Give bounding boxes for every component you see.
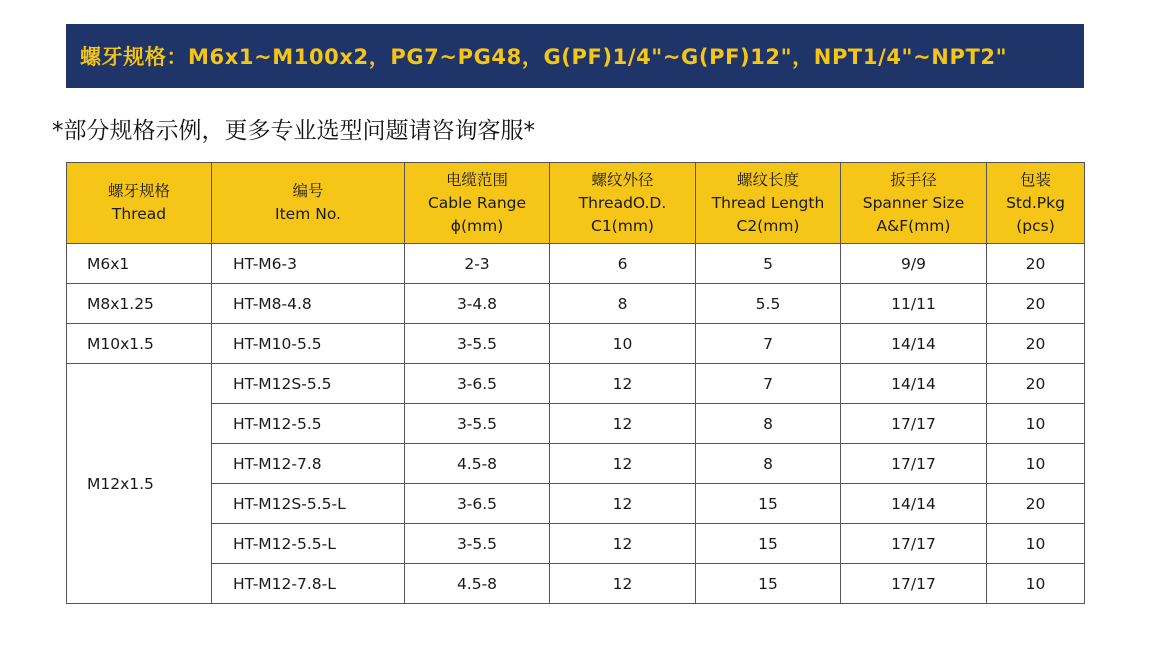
std-pkg-cell: 10 [987,524,1085,564]
header-line: Thread Length [711,193,825,212]
cable-range-cell: 4.5-8 [405,444,550,484]
header-line: 扳手径 [890,170,937,189]
std-pkg-cell: 10 [987,404,1085,444]
thread-length-cell: 7 [696,364,841,404]
item-no-cell: HT-M8-4.8 [212,284,405,324]
spanner-size-cell: 17/17 [841,524,987,564]
item-no-cell: HT-M12-5.5 [212,404,405,444]
header-line: C1(mm) [591,216,654,235]
thread-od-cell: 12 [550,564,696,604]
thread-length-cell: 5 [696,244,841,284]
thread-cell: M10x1.5 [67,324,212,364]
std-pkg-cell: 20 [987,244,1085,284]
table-row [67,524,1085,564]
item-no-cell: HT-M6-3 [212,244,405,284]
thread-od-cell: 12 [550,484,696,524]
thread-cell: M12x1.5 [67,364,212,604]
header-line: Spanner Size [862,193,965,212]
header-line: Std.Pkg [1006,193,1065,212]
table-row [67,484,1085,524]
header-line: ϕ(mm) [450,216,504,235]
spec-banner [66,24,1084,88]
banner-title: 螺牙规格：M6x1~M100x2，PG7~PG48，G(PF)1/4"~G(PF)12"，NPT1/4"~NPT2" [80,45,1008,69]
thread-length-cell: 8 [696,404,841,444]
table-row [67,324,1085,364]
header-line: 编号 [292,182,324,200]
header-line: Item No. [275,205,341,223]
spanner-size-cell: 14/14 [841,484,987,524]
thread-cell: M6x1 [67,244,212,284]
header-spanner-size [841,163,987,244]
header-line: 螺纹长度 [736,170,799,189]
table-row [67,284,1085,324]
thread-od-cell: 12 [550,524,696,564]
item-no-cell: HT-M10-5.5 [212,324,405,364]
std-pkg-cell: 20 [987,284,1085,324]
thread-od-cell: 8 [550,284,696,324]
cable-range-cell: 4.5-8 [405,564,550,604]
item-no-cell: HT-M12S-5.5-L [212,484,405,524]
header-line: (pcs) [1016,216,1055,235]
header-line: 螺牙规格 [107,182,170,200]
std-pkg-cell: 20 [987,484,1085,524]
item-no-cell: HT-M12-5.5-L [212,524,405,564]
header-line: 电缆范围 [445,170,508,189]
spanner-size-cell: 11/11 [841,284,987,324]
table-row [67,244,1085,284]
thread-od-cell: 6 [550,244,696,284]
header-line: Cable Range [427,193,527,212]
spanner-size-cell: 14/14 [841,364,987,404]
table-header-row [67,163,1085,244]
thread-od-cell: 12 [550,404,696,444]
spanner-size-cell: 17/17 [841,444,987,484]
thread-length-cell: 7 [696,324,841,364]
std-pkg-cell: 20 [987,324,1085,364]
std-pkg-cell: 10 [987,564,1085,604]
thread-length-cell: 5.5 [696,284,841,324]
spec-table [66,162,1085,604]
std-pkg-cell: 10 [987,444,1085,484]
header-cable-range [405,163,550,244]
cable-range-cell: 3-5.5 [405,324,550,364]
table-row [67,404,1085,444]
cable-range-cell: 3-5.5 [405,404,550,444]
header-thread-od [550,163,696,244]
thread-length-cell: 15 [696,484,841,524]
spanner-size-cell: 14/14 [841,324,987,364]
item-no-cell: HT-M12-7.8 [212,444,405,484]
cable-range-cell: 2-3 [405,244,550,284]
thread-od-cell: 12 [550,444,696,484]
thread-od-cell: 12 [550,364,696,404]
header-thread [67,163,212,244]
thread-cell: M8x1.25 [67,284,212,324]
header-line: C2(mm) [736,216,800,235]
spanner-size-cell: 17/17 [841,564,987,604]
spanner-size-cell: 17/17 [841,404,987,444]
thread-length-cell: 15 [696,524,841,564]
cable-range-cell: 3-6.5 [405,364,550,404]
thread-length-cell: 15 [696,564,841,604]
std-pkg-cell: 20 [987,364,1085,404]
header-line: 螺纹外径 [591,170,654,189]
header-thread-length [696,163,841,244]
table-row [67,364,1085,404]
spanner-size-cell: 9/9 [841,244,987,284]
cable-range-cell: 3-6.5 [405,484,550,524]
thread-od-cell: 10 [550,324,696,364]
header-line: 包装 [1019,170,1051,189]
table-body [67,244,1085,604]
note-text: *部分规格示例，更多专业选型问题请咨询客服* [52,118,535,144]
header-std-pkg [987,163,1085,244]
item-no-cell: HT-M12-7.8-L [212,564,405,604]
item-no-cell: HT-M12S-5.5 [212,364,405,404]
header-line: A&F(mm) [876,216,951,235]
cable-range-cell: 3-4.8 [405,284,550,324]
thread-length-cell: 8 [696,444,841,484]
header-line: ThreadO.D. [578,193,667,212]
header-item-no [212,163,405,244]
table-row [67,564,1085,604]
header-line: Thread [111,205,167,223]
table-row [67,444,1085,484]
cable-range-cell: 3-5.5 [405,524,550,564]
